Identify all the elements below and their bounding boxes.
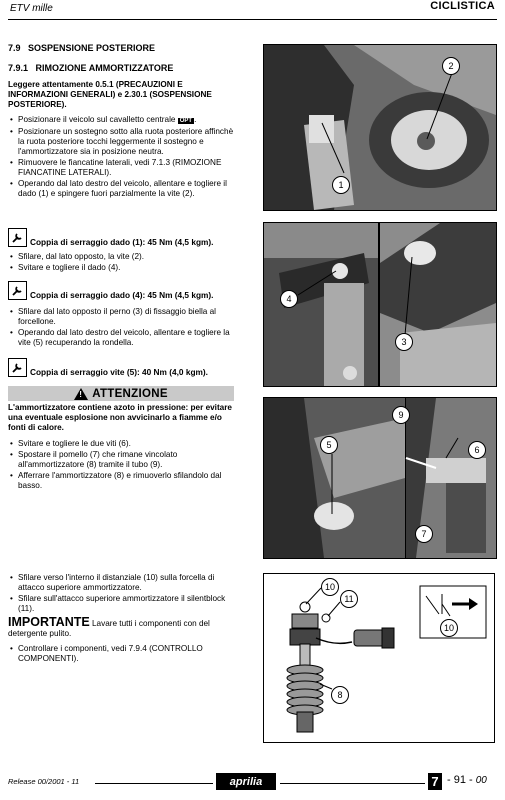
- warning-title: ATTENZIONE: [92, 387, 168, 400]
- step-item: • Sfilare, dal lato opposto, la vite (2).: [8, 252, 240, 262]
- chapter-number-box: 7: [428, 773, 442, 790]
- step-item: • Spostare il pomello (7) che rimane vincolato all'ammortizzatore (8) tramite il tubo (9).: [8, 450, 240, 470]
- callout-4: 4: [280, 290, 298, 308]
- torque-note-2: [8, 282, 213, 300]
- warning-triangle-icon: !: [74, 388, 88, 400]
- footer-line-right: [280, 783, 425, 784]
- callout-6: 6: [468, 441, 486, 459]
- intro-text: Leggere attentamente 0.5.1 (PRECAUZIONI E INFORMAZIONI GENERALI) e 2.30.1 (SOSPENSIONE POSTERIORE).: [8, 80, 212, 109]
- opt-badge: OPT: [179, 118, 193, 124]
- step-item: • Rimuovere le fiancatine laterali, vedi 7.1.3 (RIMOZIONE FIANCATINE LATERALI).: [8, 158, 240, 178]
- subsection-number: 7.9.1: [8, 63, 29, 73]
- step-item: • Operando dal lato destro del veicolo, allentare e togliere il dado (1) e spingere fuori parzialmente la vite (2).: [8, 179, 240, 199]
- photo-nut-screw: [263, 44, 497, 211]
- torque-note-1: [8, 229, 213, 247]
- important-text: Lavare tutti i componenti con del detergente pulito.: [8, 619, 210, 638]
- aprilia-logo: aprilia: [216, 773, 276, 790]
- warning-banner: [8, 386, 234, 401]
- callout-2: 2: [442, 57, 460, 75]
- page-suffix: 00: [475, 775, 487, 786]
- step-item: • Sfilare sull'attacco superiore ammortizzatore il silentblock (11).: [8, 594, 240, 614]
- step-item: • Svitare e togliere il dado (4).: [8, 263, 240, 273]
- step-item: • Posizionare un sostegno sotto alla ruota posteriore affinchè la ruota posteriore tocchi leggermente il sostegno e l'ammortizzatore sia in posizione neutra.: [8, 127, 240, 157]
- warning-text: L'ammortizzatore contiene azoto in pressione: per evitare una eventuale esplosione non avvicinarlo a fiamme e/o fonti di calore.: [8, 403, 232, 432]
- section-title: SOSPENSIONE POSTERIORE: [28, 43, 156, 53]
- torque-text: Coppia di serraggio dado (4): 45 Nm (4,5 kgm).: [30, 290, 214, 300]
- callout-1: 1: [332, 176, 350, 194]
- subsection-heading: [8, 63, 173, 73]
- step-item: • Svitare e togliere le due viti (6).: [8, 439, 240, 449]
- steps-block-1: [8, 115, 240, 200]
- footer-release: Release 00/2001 - 11: [8, 777, 80, 786]
- section-heading: [8, 43, 155, 53]
- steps-block-3: [8, 307, 240, 349]
- photo-pin-3: [379, 222, 497, 387]
- wrench-icon: [8, 358, 27, 377]
- torque-note-3: [8, 359, 208, 377]
- step-item: • Posizionare il veicolo sul cavalletto centrale OPT .: [8, 115, 240, 126]
- step-item: • Operando dal lato destro del veicolo, allentare e togliere la vite (5) recuperando la rondella.: [8, 328, 240, 348]
- steps-block-4: [8, 439, 240, 492]
- diagram-shock-absorber: [263, 573, 495, 743]
- steps-block-5: [8, 573, 240, 615]
- callout-10: 10: [321, 578, 339, 596]
- wrench-icon: [8, 228, 27, 247]
- important-title: IMPORTANTE: [8, 615, 90, 629]
- steps-block-6: [8, 644, 240, 665]
- step-item: • Controllare i componenti, vedi 7.9.4 (CONTROLLO COMPONENTI).: [8, 644, 240, 664]
- torque-text: Coppia di serraggio vite (5): 40 Nm (4,0 kgm).: [30, 367, 208, 377]
- callout-8: 8: [331, 686, 349, 704]
- callout-7: 7: [415, 525, 433, 543]
- step-item: • Sfilare dal lato opposto il perno (3) di fissaggio biella al forcellone.: [8, 307, 240, 327]
- callout-10-inset: 10: [440, 619, 458, 637]
- callout-11: 11: [340, 590, 358, 608]
- important-note: [8, 617, 240, 639]
- photo-nut-4: [263, 222, 379, 387]
- callout-9: 9: [392, 406, 410, 424]
- page-number: [447, 774, 487, 786]
- callout-3: 3: [395, 333, 413, 351]
- header-model: ETV mille: [10, 3, 53, 14]
- wrench-icon: [8, 281, 27, 300]
- photo-knob-hose: [398, 397, 497, 559]
- header-chapter-title: CICLISTICA: [430, 0, 495, 12]
- page-number-text: - 91 -: [447, 774, 473, 786]
- callout-5: 5: [320, 436, 338, 454]
- step-item: • Sfilare verso l'interno il distanziale (10) sulla forcella di attacco superiore ammortizzatore.: [8, 573, 240, 593]
- steps-block-2: [8, 252, 240, 274]
- section-number: 7.9: [8, 43, 21, 53]
- photo-screw-5: [263, 397, 406, 559]
- header-divider: [8, 19, 497, 20]
- step-item: • Afferrare l'ammortizzatore (8) e rimuoverlo sfilandolo dal basso.: [8, 471, 240, 491]
- subsection-title: RIMOZIONE AMMORTIZZATORE: [35, 63, 174, 73]
- torque-text: Coppia di serraggio dado (1): 45 Nm (4,5 kgm).: [30, 237, 214, 247]
- footer-line-left: [95, 783, 213, 784]
